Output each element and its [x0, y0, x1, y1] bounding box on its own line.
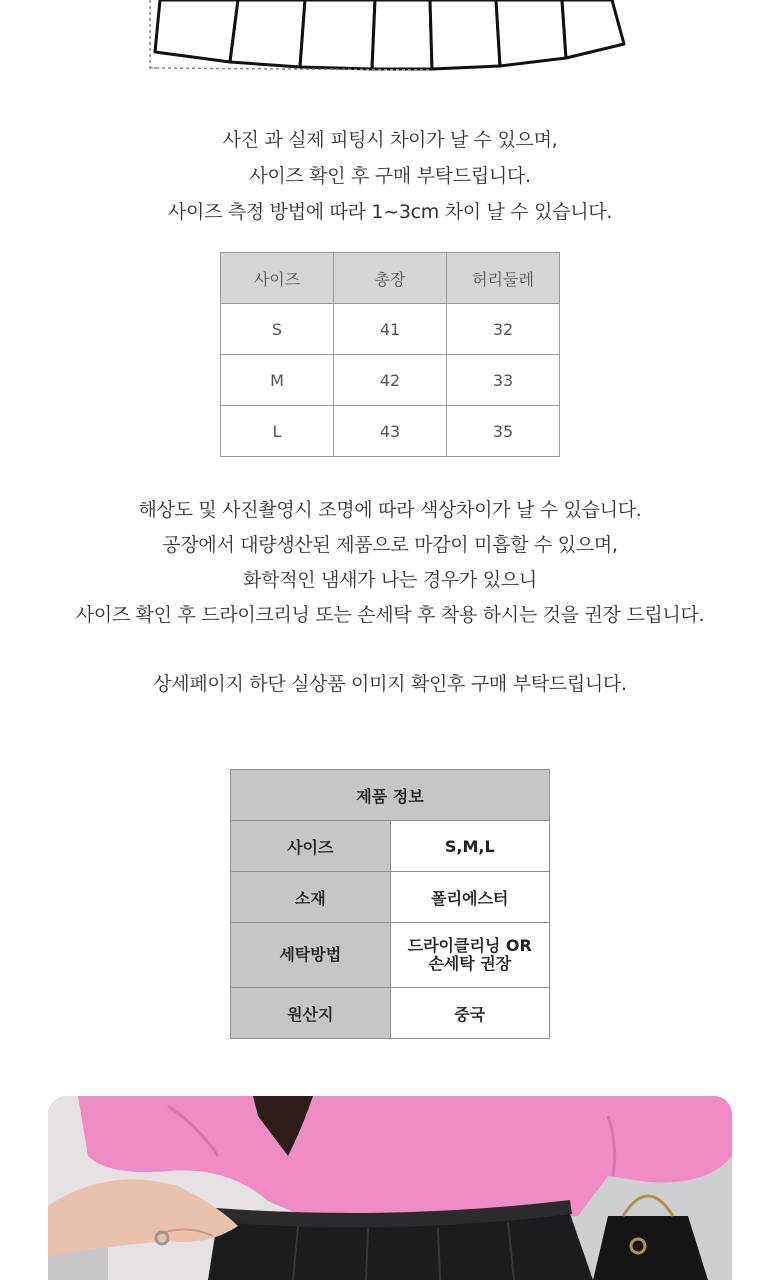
info-value	[390, 923, 550, 988]
info-value-line: 손세탁 권장	[428, 954, 512, 973]
table-cell: 32	[447, 304, 560, 355]
notice-care	[0, 493, 780, 633]
info-label: 소재	[231, 872, 391, 923]
product-info-caption: 제품 정보	[231, 770, 550, 821]
table-cell: M	[221, 355, 334, 406]
info-value: 폴리에스터	[390, 872, 550, 923]
notice-line: 상세페이지 하단 실상품 이미지 확인후 구매 부탁드립니다.	[153, 673, 627, 695]
table-row	[231, 872, 550, 923]
skirt-illustration	[0, 0, 780, 100]
product-info-table	[230, 769, 550, 1039]
size-table	[220, 252, 560, 457]
table-cell: 41	[334, 304, 447, 355]
notice-detail	[0, 666, 780, 702]
table-row	[221, 304, 560, 355]
notice-line: 사이즈 측정 방법에 따라 1~3cm 차이 날 수 있습니다.	[167, 201, 613, 223]
size-header: 사이즈	[221, 253, 334, 304]
info-value-line: 드라이클리닝 OR	[407, 936, 532, 955]
info-label: 사이즈	[231, 821, 391, 872]
notice-line: 공장에서 대량생산된 제품으로 마감이 미흡할 수 있으며,	[162, 534, 618, 556]
table-cell: S	[221, 304, 334, 355]
table-row	[231, 821, 550, 872]
table-cell: 43	[334, 406, 447, 457]
notice-line: 사이즈 확인 후 드라이크리닝 또는 손세탁 후 착용 하시는 것을 권장 드립니다.	[75, 604, 705, 626]
table-row	[231, 923, 550, 988]
notice-line: 사이즈 확인 후 구매 부탁드립니다.	[249, 165, 531, 187]
notice-line: 화학적인 냄새가 나는 경우가 있으니	[243, 569, 537, 591]
info-value: S,M,L	[390, 821, 550, 872]
size-table-header-row	[221, 253, 560, 304]
info-value: 중국	[390, 988, 550, 1039]
table-row	[221, 406, 560, 457]
waist-header: 허리둘레	[447, 253, 560, 304]
notice-line: 해상도 및 사진촬영시 조명에 따라 색상차이가 날 수 있습니다.	[138, 499, 642, 521]
info-label: 세탁방법	[231, 923, 391, 988]
length-header: 총장	[334, 253, 447, 304]
table-cell: 33	[447, 355, 560, 406]
notice-line: 사진 과 실제 피팅시 차이가 날 수 있으며,	[222, 129, 558, 151]
notice-fitting	[0, 122, 780, 230]
model-photo-illustration	[48, 1096, 732, 1280]
table-row	[221, 355, 560, 406]
info-label: 원산지	[231, 988, 391, 1039]
product-info-caption-row	[231, 770, 550, 821]
table-cell: L	[221, 406, 334, 457]
table-row	[231, 988, 550, 1039]
table-cell: 42	[334, 355, 447, 406]
product-photo	[48, 1096, 732, 1280]
table-cell: 35	[447, 406, 560, 457]
